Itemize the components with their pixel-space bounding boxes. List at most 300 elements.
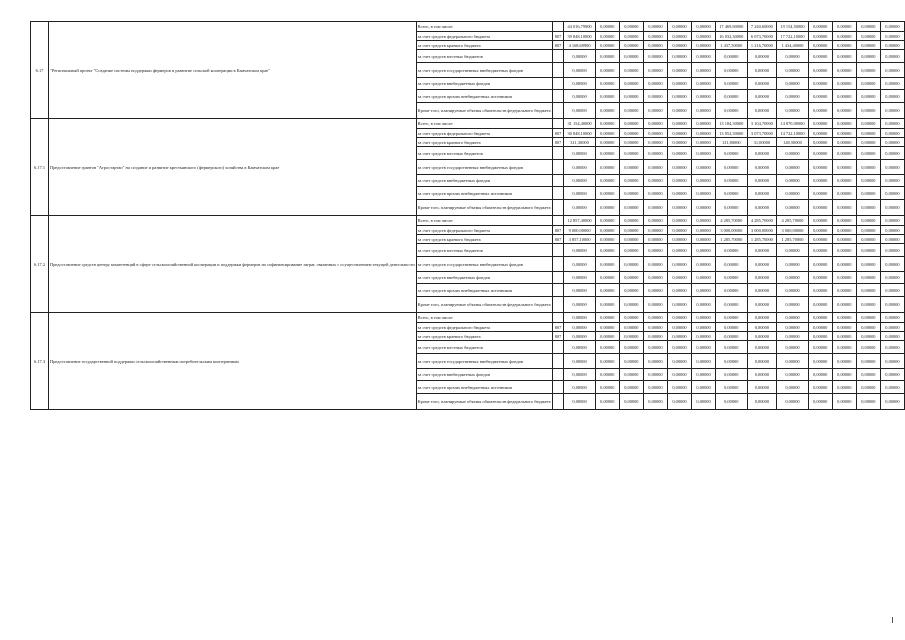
year-amount-cell: 0,00000 [716, 284, 747, 297]
year-amount-cell: 0,00000 [832, 129, 856, 138]
year-amount-cell: 0,00000 [595, 257, 619, 272]
year-amount-cell: 0,00000 [619, 257, 643, 272]
year-amount-cell: 0,00000 [856, 381, 880, 394]
year-amount-cell: 1 437,50000 [716, 41, 747, 50]
year-amount-cell: 0,00000 [643, 216, 667, 226]
year-amount-cell: 0,00000 [716, 323, 747, 332]
year-amount-cell: 0,00000 [880, 187, 904, 200]
year-amount-cell: 0,00000 [643, 103, 667, 119]
year-amount-cell: 0,00000 [856, 284, 880, 297]
year-amount-cell: 0,00000 [832, 63, 856, 78]
year-amount-cell: 0,00000 [832, 323, 856, 332]
total-amount-cell: 39 848,10000 [564, 32, 595, 41]
year-amount-cell: 0,00000 [619, 284, 643, 297]
budget-code-cell [552, 257, 564, 272]
year-amount-cell: 0,00000 [880, 63, 904, 78]
year-amount-cell: 0,00000 [643, 90, 667, 103]
year-amount-cell: 0,00000 [692, 160, 716, 175]
year-amount-cell: 0,00000 [808, 50, 832, 63]
year-amount-cell: 0,00000 [808, 41, 832, 50]
funding-source-label: за счет средств местных бюджетов [416, 50, 552, 63]
funding-source-label: Всего, в том числе: [416, 216, 552, 226]
year-amount-cell: 0,00000 [808, 160, 832, 175]
total-amount-cell: 0,00000 [564, 187, 595, 200]
year-amount-cell: 0,00000 [619, 313, 643, 323]
year-amount-cell: 0,00000 [716, 341, 747, 354]
year-amount-cell: 0,00000 [692, 226, 716, 235]
year-amount-cell: 0,00000 [777, 369, 808, 381]
year-amount-cell: 0,00000 [777, 284, 808, 297]
year-amount-cell: 0,00000 [619, 297, 643, 313]
funding-source-label: за счет средств местных бюджетов [416, 341, 552, 354]
year-amount-cell: 0,00000 [643, 369, 667, 381]
total-amount-cell: 30 848,10000 [564, 129, 595, 138]
year-amount-cell: 0,00000 [667, 354, 691, 369]
item-title: Предоставление средств центру компетенций в сфере сельскохозяйственной кооперации и поддержки фермеров на софинансирование затрат, связанных с осуществлением текущей деятельности [49, 216, 417, 313]
year-amount-cell: 0,00000 [692, 200, 716, 216]
year-amount-cell: 0,00000 [667, 90, 691, 103]
year-amount-cell: 0,00000 [692, 341, 716, 354]
year-amount-cell: 0,00000 [692, 313, 716, 323]
year-amount-cell: 0,00000 [808, 369, 832, 381]
year-amount-cell: 0,00000 [832, 341, 856, 354]
funding-source-label: Кроме того, планируемые объемы обязательств федерального бюджета [416, 103, 552, 119]
year-amount-cell: 0,00000 [667, 175, 691, 187]
year-amount-cell: 0,00000 [856, 226, 880, 235]
year-amount-cell: 0,00000 [667, 381, 691, 394]
year-amount-cell: 0,00000 [880, 50, 904, 63]
item-code: 6.17.2 [31, 216, 49, 313]
funding-source-label: за счет средств федерального бюджета [416, 323, 552, 332]
year-amount-cell: 0,00000 [643, 22, 667, 32]
year-amount-cell: 0,00000 [880, 284, 904, 297]
year-amount-cell: 0,00000 [832, 50, 856, 63]
funding-source-label: за счет средств внебюджетных фондов [416, 272, 552, 284]
year-amount-cell: 0,00000 [716, 200, 747, 216]
year-amount-cell: 0,00000 [619, 226, 643, 235]
table-row [31, 119, 905, 129]
funding-source-label: за счет средств федерального бюджета [416, 129, 552, 138]
year-amount-cell: 0,00000 [880, 297, 904, 313]
year-amount-cell: 0,00000 [667, 332, 691, 341]
year-amount-cell: 0,00000 [692, 78, 716, 90]
year-amount-cell: 0,00000 [643, 63, 667, 78]
year-amount-cell: 0,00000 [808, 235, 832, 244]
year-amount-cell: 0,00000 [808, 103, 832, 119]
year-amount-cell: 0,00000 [716, 257, 747, 272]
year-amount-cell: 0,00000 [595, 313, 619, 323]
year-amount-cell: 0,00000 [880, 32, 904, 41]
year-amount-cell: 0,00000 [856, 50, 880, 63]
year-amount-cell: 0,00000 [832, 313, 856, 323]
year-amount-cell: 0,00000 [692, 175, 716, 187]
year-amount-cell: 0,00000 [716, 50, 747, 63]
year-amount-cell: 0,00000 [716, 297, 747, 313]
year-amount-cell: 0,00000 [880, 332, 904, 341]
year-amount-cell: 0,00000 [643, 187, 667, 200]
year-amount-cell: 0,00000 [880, 147, 904, 160]
year-amount-cell: 0,00000 [692, 187, 716, 200]
year-amount-cell: 0,00000 [643, 272, 667, 284]
year-amount-cell: 0,00000 [777, 103, 808, 119]
total-amount-cell: 0,00000 [564, 272, 595, 284]
year-amount-cell: 0,00000 [619, 129, 643, 138]
year-amount-cell: 0,00000 [643, 235, 667, 244]
year-amount-cell: 148,50000 [777, 138, 808, 147]
year-amount-cell: 0,00000 [692, 103, 716, 119]
year-amount-cell: 0,00000 [595, 226, 619, 235]
year-amount-cell: 0,00000 [595, 235, 619, 244]
total-amount-cell: 0,00000 [564, 160, 595, 175]
year-amount-cell: 0,00000 [856, 22, 880, 32]
year-amount-cell: 0,00000 [667, 323, 691, 332]
year-amount-cell: 0,00000 [619, 272, 643, 284]
total-amount-cell: 4 168,69900 [564, 41, 595, 50]
total-amount-cell: 311,30000 [564, 138, 595, 147]
year-amount-cell: 0,00000 [619, 175, 643, 187]
year-amount-cell: 0,00000 [856, 41, 880, 50]
year-amount-cell: 0,00000 [832, 41, 856, 50]
year-amount-cell: 0,00000 [808, 354, 832, 369]
year-amount-cell: 0,00000 [619, 90, 643, 103]
item-title: Предоставление грантов "Агростартап" на создание и развитие крестьянского (фермерского) хозяйства в Камчатском крае [49, 119, 417, 216]
year-amount-cell: 0,00000 [595, 381, 619, 394]
year-amount-cell: 0,00000 [619, 147, 643, 160]
year-amount-cell: 0,00000 [747, 297, 777, 313]
year-amount-cell: 0,00000 [856, 32, 880, 41]
year-amount-cell: 0,00000 [856, 369, 880, 381]
year-amount-cell: 0,00000 [777, 63, 808, 78]
year-amount-cell: 0,00000 [808, 313, 832, 323]
total-amount-cell: 0,00000 [564, 313, 595, 323]
funding-source-label: за счет средств государственных внебюджетных фондов [416, 63, 552, 78]
year-amount-cell: 0,00000 [595, 244, 619, 257]
year-amount-cell: 0,00000 [692, 332, 716, 341]
year-amount-cell: 0,00000 [808, 381, 832, 394]
year-amount-cell: 0,00000 [747, 50, 777, 63]
year-amount-cell: 0,00000 [880, 138, 904, 147]
year-amount-cell: 0,00000 [619, 354, 643, 369]
year-amount-cell: 0,00000 [595, 103, 619, 119]
year-amount-cell: 0,00000 [856, 119, 880, 129]
year-amount-cell: 0,00000 [808, 394, 832, 410]
year-amount-cell: 0,00000 [692, 272, 716, 284]
year-amount-cell: 0,00000 [856, 160, 880, 175]
funding-source-label: за счет средств краевого бюджета [416, 41, 552, 50]
year-amount-cell: 0,00000 [643, 284, 667, 297]
year-amount-cell: 0,00000 [716, 147, 747, 160]
year-amount-cell: 3 000,00000 [747, 226, 777, 235]
year-amount-cell: 0,00000 [832, 22, 856, 32]
budget-code-cell [552, 200, 564, 216]
funding-source-label: за счет средств государственных внебюджетных фондов [416, 354, 552, 369]
total-amount-cell: 0,00000 [564, 284, 595, 297]
total-amount-cell: 0,00000 [564, 147, 595, 160]
year-amount-cell: 0,00000 [667, 200, 691, 216]
year-amount-cell: 0,00000 [856, 63, 880, 78]
year-amount-cell: 1 285,70000 [716, 235, 747, 244]
year-amount-cell: 0,00000 [777, 272, 808, 284]
year-amount-cell: 0,00000 [595, 147, 619, 160]
year-amount-cell: 0,00000 [832, 160, 856, 175]
year-amount-cell: 0,00000 [619, 78, 643, 90]
year-amount-cell: 0,00000 [747, 90, 777, 103]
year-amount-cell: 0,00000 [777, 244, 808, 257]
year-amount-cell: 0,00000 [880, 200, 904, 216]
year-amount-cell: 0,00000 [880, 103, 904, 119]
year-amount-cell: 3 000,00000 [777, 226, 808, 235]
year-amount-cell: 0,00000 [747, 394, 777, 410]
budget-code-cell: 807 [552, 138, 564, 147]
year-amount-cell: 0,00000 [716, 354, 747, 369]
total-amount-cell: 0,00000 [564, 354, 595, 369]
year-amount-cell: 0,00000 [595, 369, 619, 381]
year-amount-cell: 0,00000 [832, 235, 856, 244]
year-amount-cell: 0,00000 [856, 354, 880, 369]
year-amount-cell: 0,00000 [619, 216, 643, 226]
year-amount-cell: 0,00000 [880, 272, 904, 284]
budget-code-cell [552, 381, 564, 394]
total-amount-cell: 0,00000 [564, 50, 595, 63]
year-amount-cell: 0,00000 [667, 284, 691, 297]
funding-source-label: за счет средств внебюджетных фондов [416, 175, 552, 187]
year-amount-cell: 0,00000 [832, 226, 856, 235]
year-amount-cell: 0,00000 [880, 119, 904, 129]
year-amount-cell: 0,00000 [747, 381, 777, 394]
year-amount-cell: 0,00000 [808, 129, 832, 138]
year-amount-cell: 0,00000 [692, 129, 716, 138]
year-amount-cell: 0,00000 [747, 175, 777, 187]
funding-source-label: за счет средств местных бюджетов [416, 244, 552, 257]
year-amount-cell: 0,00000 [643, 332, 667, 341]
year-amount-cell: 0,00000 [619, 341, 643, 354]
year-amount-cell: 0,00000 [667, 297, 691, 313]
year-amount-cell: 0,00000 [667, 63, 691, 78]
total-amount-cell: 12 857,40000 [564, 216, 595, 226]
table-row [31, 313, 905, 323]
year-amount-cell: 0,00000 [808, 226, 832, 235]
year-amount-cell: 0,00000 [595, 78, 619, 90]
year-amount-cell: 0,00000 [595, 394, 619, 410]
year-amount-cell: 0,00000 [747, 160, 777, 175]
year-amount-cell: 0,00000 [856, 90, 880, 103]
year-amount-cell: 0,00000 [595, 216, 619, 226]
year-amount-cell: 0,00000 [880, 41, 904, 50]
year-amount-cell: 0,00000 [747, 341, 777, 354]
budget-code-cell [552, 160, 564, 175]
year-amount-cell: 0,00000 [692, 90, 716, 103]
year-amount-cell: 0,00000 [595, 200, 619, 216]
year-amount-cell: 0,00000 [667, 341, 691, 354]
year-amount-cell: 0,00000 [716, 63, 747, 78]
year-amount-cell: 0,00000 [595, 332, 619, 341]
year-amount-cell: 0,00000 [856, 216, 880, 226]
year-amount-cell: 0,00000 [716, 381, 747, 394]
funding-source-label: за счет средств прочих внебюджетных источников [416, 381, 552, 394]
year-amount-cell: 0,00000 [880, 78, 904, 90]
year-amount-cell: 0,00000 [880, 129, 904, 138]
year-amount-cell: 0,00000 [595, 175, 619, 187]
year-amount-cell: 0,00000 [692, 63, 716, 78]
year-amount-cell: 0,00000 [692, 216, 716, 226]
year-amount-cell: 1 285,70000 [747, 235, 777, 244]
year-amount-cell: 0,00000 [619, 32, 643, 41]
year-amount-cell: 0,00000 [716, 244, 747, 257]
budget-code-cell [552, 354, 564, 369]
year-amount-cell: 0,00000 [880, 369, 904, 381]
year-amount-cell: 0,00000 [595, 50, 619, 63]
year-amount-cell: 0,00000 [856, 297, 880, 313]
year-amount-cell: 0,00000 [832, 147, 856, 160]
year-amount-cell: 0,00000 [808, 284, 832, 297]
budget-code-cell [552, 244, 564, 257]
year-amount-cell: 0,00000 [716, 175, 747, 187]
year-amount-cell: 0,00000 [880, 235, 904, 244]
budget-code-cell [552, 394, 564, 410]
year-amount-cell: 0,00000 [619, 187, 643, 200]
year-amount-cell: 0,00000 [777, 394, 808, 410]
year-amount-cell: 0,00000 [856, 332, 880, 341]
year-amount-cell: 16 032,30000 [716, 32, 747, 41]
year-amount-cell: 0,00000 [777, 175, 808, 187]
year-amount-cell: 0,00000 [619, 41, 643, 50]
year-amount-cell: 0,00000 [643, 147, 667, 160]
budget-code-cell [552, 50, 564, 63]
year-amount-cell: 0,00000 [832, 200, 856, 216]
total-amount-cell: 0,00000 [564, 341, 595, 354]
year-amount-cell: 0,00000 [777, 341, 808, 354]
year-amount-cell: 0,00000 [716, 160, 747, 175]
year-amount-cell: 0,00000 [667, 244, 691, 257]
year-amount-cell: 0,00000 [880, 22, 904, 32]
year-amount-cell: 0,00000 [667, 41, 691, 50]
year-amount-cell: 6 073,70000 [747, 32, 777, 41]
funding-source-label: за счет средств прочих внебюджетных источников [416, 90, 552, 103]
year-amount-cell: 0,00000 [808, 187, 832, 200]
funding-source-label: за счет средств местных бюджетов [416, 147, 552, 160]
year-amount-cell: 0,00000 [716, 187, 747, 200]
year-amount-cell: 0,00000 [595, 272, 619, 284]
year-amount-cell: 0,00000 [808, 244, 832, 257]
year-amount-cell: 1 434,40000 [777, 41, 808, 50]
budget-table [30, 21, 905, 410]
funding-source-label: за счет средств внебюджетных фондов [416, 369, 552, 381]
year-amount-cell: 0,00000 [808, 257, 832, 272]
year-amount-cell: 0,00000 [643, 32, 667, 41]
year-amount-cell: 0,00000 [808, 272, 832, 284]
year-amount-cell: 0,00000 [716, 78, 747, 90]
year-amount-cell: 0,00000 [667, 369, 691, 381]
funding-source-label: Кроме того, планируемые объемы обязательств федерального бюджета [416, 297, 552, 313]
year-amount-cell: 0,00000 [747, 147, 777, 160]
total-amount-cell: 0,00000 [564, 394, 595, 410]
year-amount-cell: 0,00000 [777, 332, 808, 341]
year-amount-cell: 0,00000 [856, 257, 880, 272]
year-amount-cell: 0,00000 [643, 160, 667, 175]
item-code: 6.17 [31, 22, 49, 119]
year-amount-cell: 0,00000 [808, 341, 832, 354]
year-amount-cell: 0,00000 [747, 369, 777, 381]
funding-source-label: Кроме того, планируемые объемы обязательств федерального бюджета [416, 394, 552, 410]
year-amount-cell: 0,00000 [619, 22, 643, 32]
year-amount-cell: 0,00000 [643, 313, 667, 323]
year-amount-cell: 0,00000 [692, 323, 716, 332]
year-amount-cell: 0,00000 [692, 235, 716, 244]
year-amount-cell: 0,00000 [619, 244, 643, 257]
budget-code-cell [552, 341, 564, 354]
year-amount-cell: 31,00000 [747, 138, 777, 147]
year-amount-cell: 0,00000 [692, 297, 716, 313]
year-amount-cell: 0,00000 [747, 200, 777, 216]
budget-code-cell: 807 [552, 41, 564, 50]
year-amount-cell: 0,00000 [856, 78, 880, 90]
year-amount-cell: 0,00000 [747, 332, 777, 341]
year-amount-cell: 0,00000 [716, 332, 747, 341]
year-amount-cell: 0,00000 [667, 226, 691, 235]
year-amount-cell: 0,00000 [667, 147, 691, 160]
year-amount-cell: 0,00000 [856, 244, 880, 257]
year-amount-cell: 0,00000 [832, 369, 856, 381]
year-amount-cell: 0,00000 [595, 160, 619, 175]
year-amount-cell: 0,00000 [832, 119, 856, 129]
year-amount-cell: 0,00000 [832, 32, 856, 41]
year-amount-cell: 0,00000 [808, 216, 832, 226]
year-amount-cell: 0,00000 [595, 354, 619, 369]
funding-source-label: за счет средств государственных внебюджетных фондов [416, 160, 552, 175]
total-amount-cell: 0,00000 [564, 90, 595, 103]
total-amount-cell: 3 857,10000 [564, 235, 595, 244]
funding-source-label: за счет средств прочих внебюджетных источников [416, 284, 552, 297]
funding-source-label: за счет средств краевого бюджета [416, 332, 552, 341]
year-amount-cell: 0,00000 [880, 216, 904, 226]
year-amount-cell: 0,00000 [747, 284, 777, 297]
year-amount-cell: 19 154,50000 [777, 22, 808, 32]
year-amount-cell: 0,00000 [856, 235, 880, 244]
year-amount-cell: 0,00000 [856, 200, 880, 216]
year-amount-cell: 0,00000 [856, 129, 880, 138]
year-amount-cell: 0,00000 [777, 381, 808, 394]
funding-source-label: за счет средств федерального бюджета [416, 32, 552, 41]
funding-source-label: Всего, в том числе: [416, 22, 552, 32]
year-amount-cell: 0,00000 [777, 354, 808, 369]
year-amount-cell: 0,00000 [747, 187, 777, 200]
year-amount-cell: 0,00000 [692, 284, 716, 297]
year-amount-cell: 0,00000 [667, 119, 691, 129]
table-row [31, 216, 905, 226]
funding-source-label: за счет средств краевого бюджета [416, 235, 552, 244]
budget-code-cell [552, 284, 564, 297]
year-amount-cell: 0,00000 [808, 63, 832, 78]
funding-source-label: Всего, в том числе: [416, 313, 552, 323]
year-amount-cell: 0,00000 [692, 369, 716, 381]
budget-code-cell: 807 [552, 129, 564, 138]
year-amount-cell: 0,00000 [595, 63, 619, 78]
year-amount-cell: 0,00000 [595, 323, 619, 332]
year-amount-cell: 0,00000 [595, 341, 619, 354]
year-amount-cell: 0,00000 [832, 78, 856, 90]
total-amount-cell: 0,00000 [564, 257, 595, 272]
year-amount-cell: 3 104,70000 [747, 119, 777, 129]
year-amount-cell: 0,00000 [667, 272, 691, 284]
year-amount-cell: 0,00000 [808, 332, 832, 341]
budget-code-cell [552, 369, 564, 381]
year-amount-cell: 0,00000 [777, 160, 808, 175]
year-amount-cell: 0,00000 [808, 297, 832, 313]
year-amount-cell: 0,00000 [595, 129, 619, 138]
year-amount-cell: 0,00000 [595, 187, 619, 200]
budget-code-cell: 807 [552, 32, 564, 41]
year-amount-cell: 0,00000 [643, 138, 667, 147]
